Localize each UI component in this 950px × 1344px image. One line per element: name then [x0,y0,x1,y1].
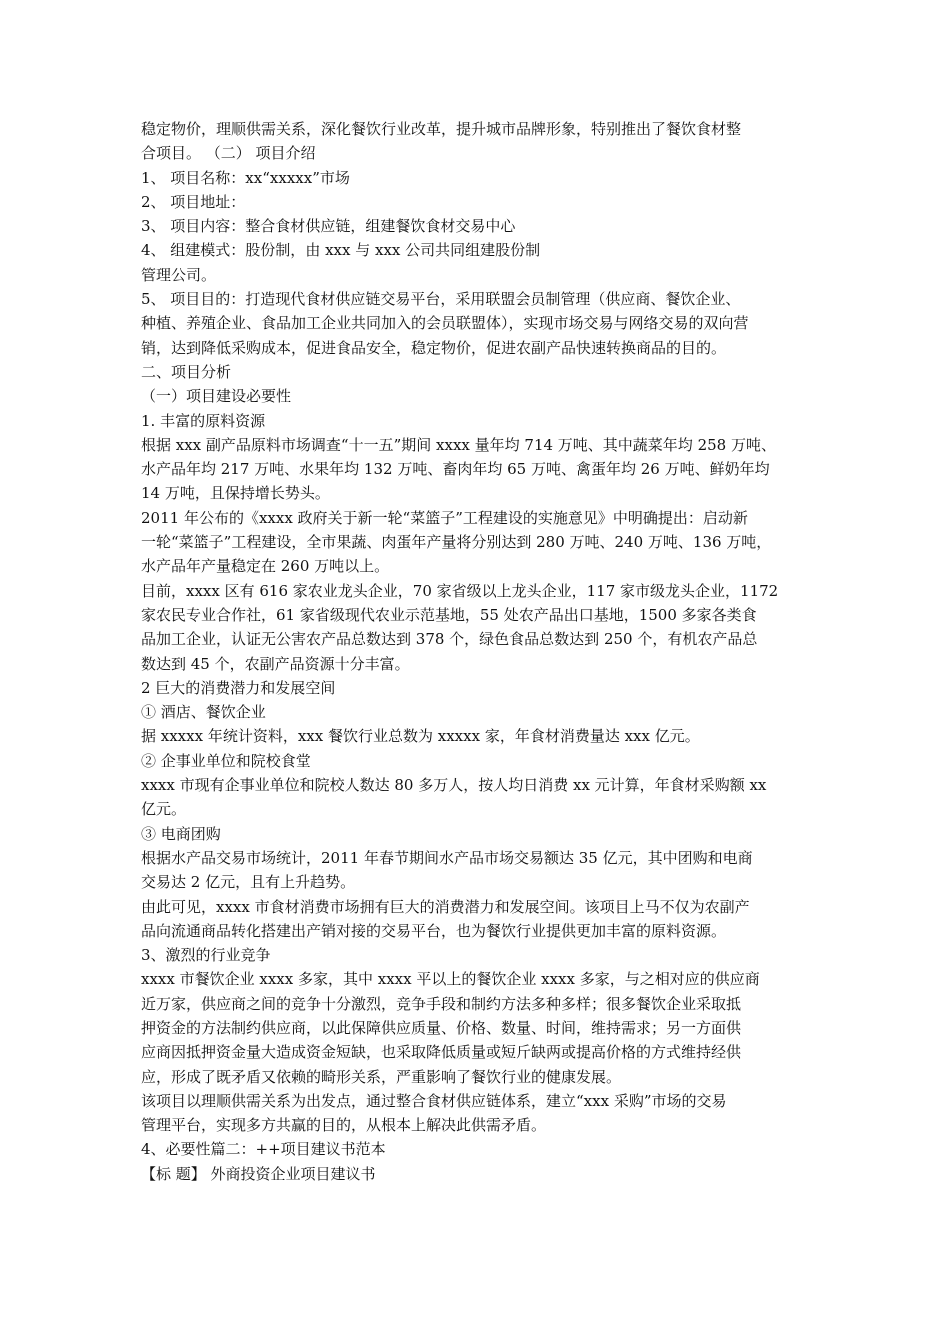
text-line: 押资金的方法制约供应商，以此保障供应质量、价格、数量、时间，维持需求；另一方面供 [141,1018,742,1037]
subsection-heading: 2 巨大的消费潜力和发展空间 [141,678,336,697]
list-item-ecommerce: ③ 电商团购 [141,824,221,843]
text-line: 种植、养殖企业、食品加工企业共同加入的会员联盟体），实现市场交易与网络交易的双向营 [141,314,749,333]
text-line: 稳定物价，理顺供需关系，深化餐饮行业改革，提升城市品牌形象，特别推出了餐饮食材整 [141,120,742,138]
text-line: 14 万吨，且保持增长势头。 [141,484,330,503]
text-line: 应，形成了既矛盾又依赖的畸形关系，严重影响了餐饮行业的健康发展。 [141,1067,622,1086]
text-line: 销，达到降低采购成本，促进食品安全，稳定物价，促进农副产品快速转换商品的目的。 [141,338,727,357]
text-line: 水产品年产量稳定在 260 万吨以上。 [141,557,390,576]
list-item-build-mode: 4、 组建模式：股份制，由 xxx 与 xxx 公司共同组建股份制 [141,241,541,260]
text-line: 据 xxxxx 年统计资料，xxx 餐饮行业总数为 xxxxx 家，年食材消费量达 xxx 亿元。 [141,727,700,746]
text-line: xxxx 市现有企事业单位和院校人数达 80 多万人，按人均日消费 xx 元计算，年食材采购额 xx [141,776,767,795]
list-item-project-goal: 5、 项目目的：打造现代食材供应链交易平台，采用联盟会员制管理（供应商、餐饮企业、 [141,290,741,309]
text-line: 亿元。 [141,800,187,819]
text-line: xxxx 市餐饮企业 xxxx 多家，其中 xxxx 平以上的餐饮企业 xxxx 多家，与之相对应的供应商 [141,970,760,989]
subsection-heading: （一）项目建设必要性 [141,387,292,406]
text-line: 该项目以理顺供需关系为出发点，通过整合食材供应链体系，建立“xxx 采购”市场的交易 [141,1091,727,1110]
text-line: 合项目。 （二） 项目介绍 [141,144,316,163]
text-line: 由此可见，xxxx 市食材消费市场拥有巨大的消费潜力和发展空间。该项目上马不仅为农副产 [141,897,750,916]
list-item-project-content: 3、 项目内容：整合食材供应链，组建餐饮食材交易中心 [141,217,516,236]
list-item-canteen: ② 企事业单位和院校食堂 [141,751,311,770]
list-item-project-name: 1、 项目名称：xx“xxxxx”市场 [141,168,350,187]
text-line: 管理公司。 [141,265,217,284]
text-line: 一轮“菜篮子”工程建设，全市果蔬、肉蛋年产量将分别达到 280 万吨、240 万吨、136 万吨， [141,533,772,552]
subsection-heading: 4、必要性篇二：++项目建议书范本 [141,1140,386,1159]
document-title-line: 【标 题】 外商投资企业项目建议书 [141,1164,376,1183]
text-line: 家农民专业合作社，61 家省级现代农业示范基地，55 处农产品出口基地，1500 多家各类食 [141,605,757,624]
text-line: 目前，xxxx 区有 616 家农业龙头企业，70 家省级以上龙头企业，117 家市级龙头企业，1172 [141,581,779,600]
section-heading: 二、项目分析 [141,362,232,381]
list-item-project-address: 2、 项目地址： [141,192,246,211]
text-line: 根据 xxx 副产品原料市场调查“十一五”期间 xxxx 量年均 714 万吨、其中蔬菜年均 258 万吨、 [141,435,776,454]
list-item-hotel: ① 酒店、餐饮企业 [141,703,266,722]
text-line: 交易达 2 亿元，且有上升趋势。 [141,873,356,892]
subsection-heading: 3、激烈的行业竞争 [141,946,271,965]
text-line: 近万家，供应商之间的竞争十分激烈，竞争手段和制约方法多种多样；很多餐饮企业采取抵 [141,994,742,1013]
text-line: 水产品年均 217 万吨、水果年均 132 万吨、畜肉年均 65 万吨、禽蛋年均 26 万吨、鲜奶年均 [141,460,770,479]
subsection-heading: 1. 丰富的原料资源 [141,411,266,430]
text-line: 数达到 45 个，农副产品资源十分丰富。 [141,654,410,673]
text-line: 品向流通商品转化搭建出产销对接的交易平台，也为餐饮行业提供更加丰富的原料资源。 [141,921,727,940]
text-line: 管理平台，实现多方共赢的目的，从根本上解决此供需矛盾。 [141,1116,547,1135]
document-page [141,117,821,1186]
text-line: 品加工企业，认证无公害农产品总数达到 378 个，绿色食品总数达到 250 个，有机农产品总 [141,630,758,649]
text-line: 2011 年公布的《xxxx 政府关于新一轮“菜篮子”工程建设的实施意见》中明确提出：启动新 [141,508,748,527]
text-line: 根据水产品交易市场统计，2011 年春节期间水产品市场交易额达 35 亿元，其中团购和电商 [141,848,753,867]
text-line: 应商因抵押资金量大造成资金短缺，也采取降低质量或短斤缺两或提高价格的方式维持经供 [141,1043,742,1062]
